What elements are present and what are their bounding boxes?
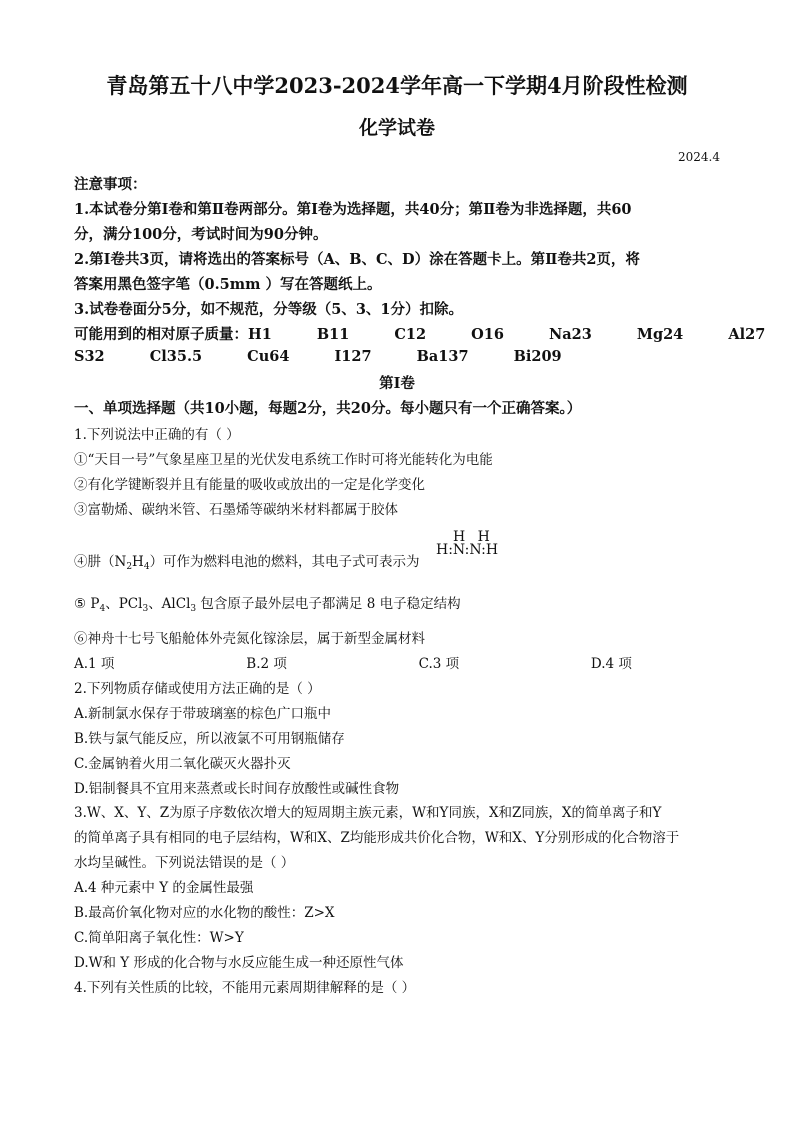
- atomic-mass: Bi209: [513, 348, 562, 365]
- option-c: C.3 项: [418, 656, 460, 672]
- atomic-mass-label: 可能用到的相对原子质量：H1: [74, 326, 272, 343]
- atomic-mass: Na23: [549, 326, 592, 343]
- option-d: D.W和 Y 形成的化合物与水反应能生成一种还原性气体: [74, 955, 404, 971]
- atomic-mass: C12: [394, 326, 427, 343]
- notice-item-1a: 1.本试卷分第Ⅰ卷和第Ⅱ卷两部分。第Ⅰ卷为选择题，共40分；第Ⅱ卷为非选择题，共60: [74, 201, 632, 218]
- option-b: B.最高价氧化物对应的水化物的酸性：Z>X: [74, 905, 335, 921]
- option-b: B.2 项: [246, 656, 287, 672]
- option-a: A.4 种元素中 Y 的金属性最强: [74, 880, 254, 896]
- atomic-mass: Cl35.5: [149, 348, 203, 365]
- statement-6: ⑥神舟十七号飞船舱体外壳氮化镓涂层，属于新型金属材料: [74, 631, 425, 647]
- notice-item-3: 3.试卷卷面分5分，如不规范，分等级（5、3、1分）扣除。: [74, 301, 463, 318]
- statement-2: ②有化学键断裂并且有能量的吸收或放出的一定是化学变化: [74, 477, 425, 493]
- option-d: D.4 项: [590, 656, 632, 672]
- notice-item-2b: 答案用黑色签字笔（0.5mm ）写在答题纸上。: [74, 276, 382, 293]
- text-fragment: ⑤ P: [74, 596, 100, 612]
- subscript: 2: [126, 562, 133, 572]
- formula-top-row: H H: [453, 529, 494, 545]
- text-fragment: H: [132, 554, 144, 570]
- atomic-mass: Mg24: [636, 326, 684, 343]
- atomic-mass-row-1: [74, 323, 794, 344]
- question-stem: 1.下列说法中正确的有（ ）: [74, 427, 240, 443]
- atomic-mass: O16: [471, 326, 504, 343]
- option-c: C.金属钠着火用二氧化碳灭火器扑灭: [74, 756, 291, 772]
- text-fragment: 、PCl: [105, 596, 143, 612]
- atomic-mass: Cu64: [247, 348, 290, 365]
- hydrazine-electron-formula: [436, 531, 498, 557]
- option-a: A.1 项: [74, 656, 115, 672]
- question-stem: 4.下列有关性质的比较，不能用元素周期律解释的是（ ）: [74, 980, 416, 996]
- option-d: D.铝制餐具不宜用来蒸煮或长时间存放酸性或碱性食物: [74, 781, 400, 797]
- question-stem-line-1: 3.W、X、Y、Z为原子序数依次增大的短周期主族元素，W和Y同族，X和Z同族，X的简单离子和Y: [74, 805, 662, 821]
- answer-options: [74, 652, 759, 672]
- text-fragment: 包含原子最外层电子都满足 8 电子稳定结构: [196, 596, 461, 612]
- atomic-mass: S32: [74, 348, 105, 365]
- notice-item-1b: 分，满分100分，考试时间为90分钟。: [74, 226, 328, 243]
- text-fragment: 、AlCl: [148, 596, 191, 612]
- formula-bottom-row: H:N:N:H: [436, 542, 499, 558]
- subscript: 3: [142, 604, 149, 614]
- option-c: C.简单阳离子氧化性：W>Y: [74, 930, 244, 946]
- notice-heading: 注意事项：: [74, 176, 147, 193]
- statement-3: ③富勒烯、碳纳米管、石墨烯等碳纳米材料都属于胶体: [74, 502, 398, 518]
- text-fragment: ）可作为燃料电池的燃料，其电子式可表示为: [149, 554, 420, 570]
- statement-5: [74, 592, 461, 612]
- subscript: 4: [99, 604, 106, 614]
- atomic-mass: Ba137: [416, 348, 469, 365]
- atomic-mass: Al27: [728, 326, 766, 343]
- atomic-mass-row-2: [74, 348, 602, 365]
- option-b: B.铁与氯气能反应，所以液氯不可用钢瓶储存: [74, 731, 345, 747]
- atomic-mass: B11: [316, 326, 350, 343]
- statement-4: [74, 550, 420, 570]
- text-fragment: ④肼（N: [74, 554, 127, 570]
- exam-subtitle: 化学试卷: [358, 117, 435, 139]
- notice-item-2a: 2.第Ⅰ卷共3页，请将选出的答案标号（A、B、C、D）涂在答题卡上。第Ⅱ卷共2页，将: [74, 251, 640, 268]
- exam-title: 青岛第五十八中学2023-2024学年高一下学期4月阶段性检测: [106, 73, 688, 98]
- section-heading: 一、单项选择题（共10小题，每题2分，共20分。每小题只有一个正确答案。）: [74, 400, 582, 417]
- option-a: A.新制氯水保存于带玻璃塞的棕色广口瓶中: [74, 706, 332, 722]
- question-stem-line-3: 水均呈碱性。下列说法错误的是（ ）: [74, 855, 295, 871]
- question-stem: 2.下列物质存储或使用方法正确的是（ ）: [74, 681, 321, 697]
- volume-label: 第Ⅰ卷: [379, 375, 415, 392]
- statement-1: ①“天目一号”气象星座卫星的光伏发电系统工作时可将光能转化为电能: [74, 452, 493, 468]
- question-stem-line-2: 的简单离子具有相同的电子层结构，W和X、Z均能形成共价化合物，W和X、Y分别形成的化合物溶于: [74, 830, 680, 846]
- subscript: 4: [143, 562, 150, 572]
- atomic-mass: I127: [334, 348, 372, 365]
- exam-date: 2024.4: [678, 150, 720, 164]
- subscript: 3: [190, 604, 197, 614]
